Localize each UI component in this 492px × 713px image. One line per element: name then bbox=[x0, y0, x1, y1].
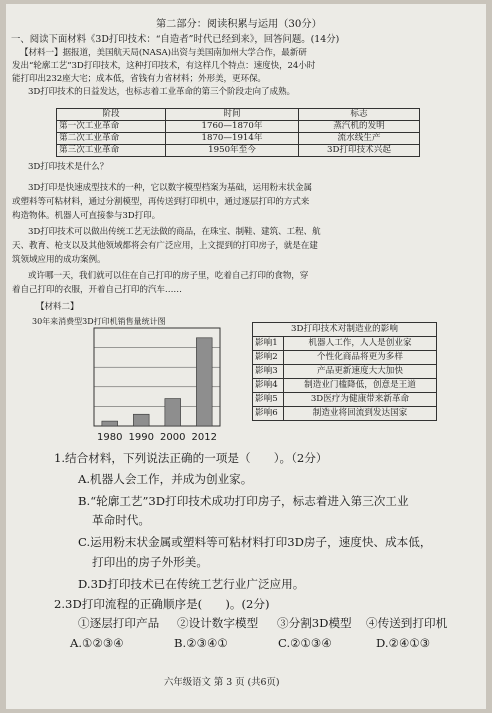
sales-bar-chart bbox=[78, 326, 228, 442]
text-line: 3D打印技术是什么？ bbox=[28, 162, 109, 172]
x-tick-label: 1990 bbox=[128, 432, 154, 442]
text-line: 或许哪一天，我们就可以住在自己打印的房子里，吃着自己打印的食物，穿 bbox=[28, 271, 309, 281]
table-row bbox=[57, 133, 420, 145]
x-tick-label: 2000 bbox=[160, 432, 186, 442]
step-3: ③分割3D模型 bbox=[277, 616, 352, 630]
table-cell: 3D医疗为健康带来新革命 bbox=[284, 393, 437, 407]
text-line: 着自己打印的衣服，开着自己打印的汽车…… bbox=[12, 285, 182, 295]
step-2: ②设计数字模型 bbox=[177, 616, 259, 630]
choice-d[interactable]: D.②④①③ bbox=[376, 636, 431, 650]
bar-2000 bbox=[165, 399, 181, 426]
impact-table bbox=[252, 322, 437, 421]
table-cell: 影响5 bbox=[253, 393, 284, 407]
bar-1980 bbox=[102, 421, 118, 426]
text-line: 或塑料等可粘材料，通过分割模型，再传送到打印机中，通过逐层打印的方式来 bbox=[12, 197, 310, 207]
question-stem: 1.结合材料，下列说法正确的一项是（ ）。（2分） bbox=[54, 451, 328, 465]
step-4: ④传送到打印机 bbox=[366, 616, 448, 630]
table-header: 标志 bbox=[299, 109, 420, 121]
table-cell: 1760—1870年 bbox=[166, 121, 299, 133]
option-c-cont: 打印出的房子外形美。 bbox=[92, 555, 208, 569]
text-line: 天、教育、枪支以及其他领域都将会有广泛应用，上文提到的打印房子，就是在建 bbox=[12, 241, 318, 251]
option-a[interactable]: A.机器人会工作，并成为创业家。 bbox=[78, 472, 253, 486]
text-line: 筑领域应用的成功案例。 bbox=[12, 255, 106, 265]
table-header-row bbox=[57, 109, 420, 121]
option-d[interactable]: D.3D打印技术已在传统工艺行业广泛应用。 bbox=[78, 577, 305, 591]
text-line: 发出“轮廓工艺”3D打印技术，这种打印技术，有这样几个特点：速度快，24小时 bbox=[12, 61, 316, 71]
text-line: 3D打印技术可以做出传统工艺无法做的商品，在珠宝、制鞋、建筑、工程、航 bbox=[28, 227, 321, 237]
table-cell: 第三次工业革命 bbox=[57, 145, 166, 157]
table-cell: 机器人工作，人人是创业家 bbox=[284, 337, 437, 351]
text-line: 【材料一】据报道，美国航天局(NASA)出资与美国南加州大学合作，最新研 bbox=[20, 48, 307, 58]
choice-c[interactable]: C.②①③④ bbox=[278, 636, 332, 650]
table-row bbox=[57, 145, 420, 157]
choice-a[interactable]: A.①②③④ bbox=[70, 636, 124, 650]
table-header-row bbox=[253, 323, 437, 337]
chart-title: 30年来消费型3D打印机销售量统计图 bbox=[32, 317, 166, 326]
table-row bbox=[253, 393, 437, 407]
table-cell: 个性化商品将更为多样 bbox=[284, 351, 437, 365]
table-cell: 影响6 bbox=[253, 407, 284, 421]
section-title: 第二部分：阅读积累与运用（30分） bbox=[156, 19, 322, 30]
revolution-table bbox=[56, 108, 420, 157]
question-stem: 2.3D打印流程的正确顺序是( )。(2分) bbox=[54, 597, 270, 611]
table-cell: 影响4 bbox=[253, 379, 284, 393]
text-line: 3D打印技术的日益发达，也标志着工业革命的第三个阶段走向了成熟。 bbox=[28, 87, 295, 97]
table-cell: 产品更新速度大大加快 bbox=[284, 365, 437, 379]
table-row bbox=[253, 407, 437, 421]
option-b-cont: 革命时代。 bbox=[92, 513, 150, 527]
table-cell: 制造业门槛降低，创意是王道 bbox=[284, 379, 437, 393]
step-1: ①逐层打印产品 bbox=[78, 616, 160, 630]
table-cell: 1870—1914年 bbox=[166, 133, 299, 145]
table-cell: 3D打印技术兴起 bbox=[299, 145, 420, 157]
choice-b[interactable]: B.②③④① bbox=[174, 636, 228, 650]
text-line: 构造物体。机器人可直接参与3D打印。 bbox=[12, 211, 161, 221]
page-footer: 六年级语文 第 3 页 (共6页) bbox=[164, 677, 280, 688]
table-row bbox=[57, 121, 420, 133]
text-line: 3D打印是快速成型技术的一种，它以数字模型档案为基础，运用粉末状金属 bbox=[28, 183, 312, 193]
table-cell: 制造业将回流到发达国家 bbox=[284, 407, 437, 421]
option-b[interactable]: B.“轮廓工艺”3D打印技术成功打印房子，标志着进入第三次工业 bbox=[78, 494, 409, 508]
table-cell: 第二次工业革命 bbox=[57, 133, 166, 145]
text-line: 能打印出232座大宅；成本低，省钱有力省材料；外形美，更环保。 bbox=[12, 74, 266, 84]
table-row bbox=[253, 379, 437, 393]
table-cell: 蒸汽机的发明 bbox=[299, 121, 420, 133]
table-row bbox=[253, 351, 437, 365]
table-header: 时间 bbox=[166, 109, 299, 121]
table-row bbox=[253, 337, 437, 351]
table-cell: 影响2 bbox=[253, 351, 284, 365]
exam-page bbox=[6, 4, 486, 709]
option-c[interactable]: C.运用粉末状金属或塑料等可粘材料打印3D房子，速度快、成本低， bbox=[78, 535, 432, 549]
table-cell: 流水线生产 bbox=[299, 133, 420, 145]
bar-1990 bbox=[133, 414, 149, 426]
table-header: 阶段 bbox=[57, 109, 166, 121]
table-cell: 影响3 bbox=[253, 365, 284, 379]
x-tick-label: 1980 bbox=[97, 432, 123, 442]
table-cell: 影响1 bbox=[253, 337, 284, 351]
table-cell: 第一次工业革命 bbox=[57, 121, 166, 133]
question-intro: 一、阅读下面材料《3D打印技术：“自造者”时代已经到来》，回答问题。(14分) bbox=[11, 34, 340, 45]
bar-2012 bbox=[196, 338, 212, 426]
material-two-label: 【材料二】 bbox=[36, 302, 79, 312]
x-tick-label: 2012 bbox=[191, 432, 217, 442]
table-header: 3D打印技术对制造业的影响 bbox=[253, 323, 437, 337]
table-row bbox=[253, 365, 437, 379]
table-cell: 1950年至今 bbox=[166, 145, 299, 157]
